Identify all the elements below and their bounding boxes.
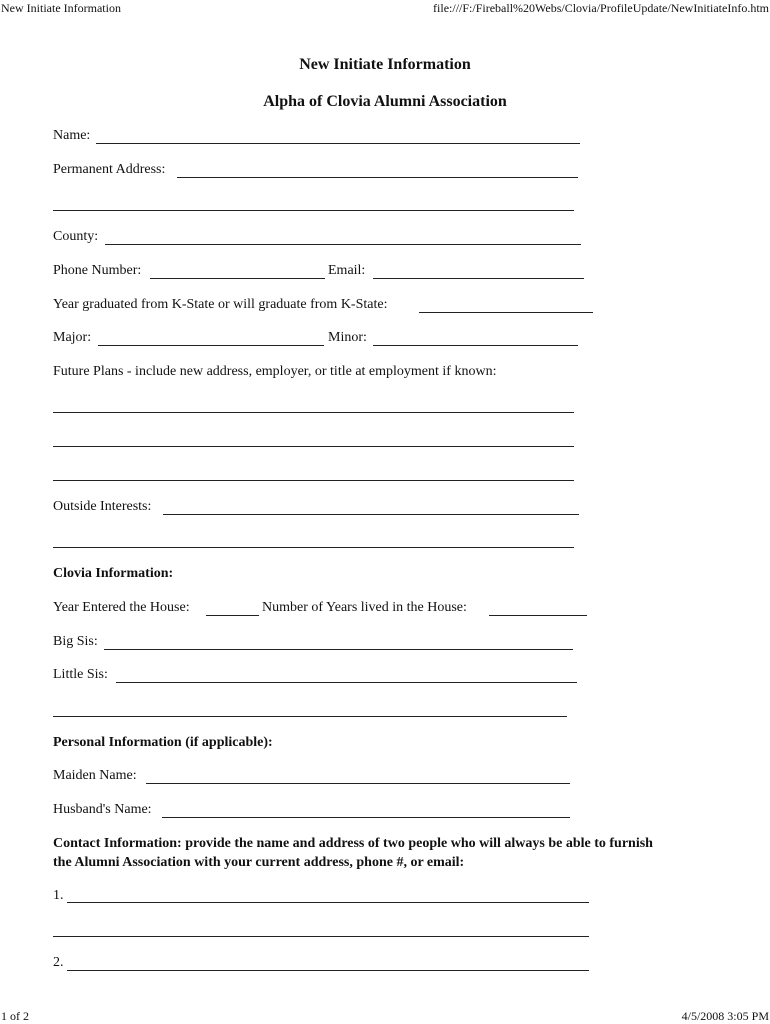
- outside-interests-input-line-2[interactable]: [53, 547, 574, 548]
- page-number: 1 of 2: [1, 1009, 29, 1023]
- phone-label: Phone Number:: [53, 263, 142, 278]
- year-graduated-label: Year graduated from K-State or will graduate from K-State:: [53, 297, 388, 312]
- little-sis-input-line-2[interactable]: [53, 716, 567, 717]
- future-plans-input-line-3[interactable]: [53, 480, 574, 481]
- minor-label: Minor:: [328, 330, 367, 345]
- permanent-address-label: Permanent Address:: [53, 162, 166, 177]
- year-entered-label: Year Entered the House:: [53, 600, 190, 615]
- year-entered-input-line[interactable]: [206, 615, 259, 616]
- years-lived-input-line[interactable]: [489, 615, 587, 616]
- email-label: Email:: [328, 263, 366, 278]
- page-title: New Initiate Information: [299, 56, 471, 73]
- contact-1-input-line-2[interactable]: [53, 936, 589, 937]
- outside-interests-label: Outside Interests:: [53, 499, 152, 514]
- contact-section-heading-line1: Contact Information: provide the name and address of two people who will always be able to furnish: [53, 836, 653, 851]
- county-input-line[interactable]: [105, 244, 581, 245]
- big-sis-label: Big Sis:: [53, 634, 98, 649]
- year-graduated-input-line[interactable]: [419, 312, 593, 313]
- maiden-name-input-line[interactable]: [146, 783, 570, 784]
- print-header-title: New Initiate Information: [1, 1, 121, 15]
- county-label: County:: [53, 229, 99, 244]
- personal-section-heading: Personal Information (if applicable):: [53, 735, 273, 750]
- print-header-url: file:///F:/Fireball%20Webs/Clovia/ProfileUpdate/NewInitiateInfo.htm: [433, 1, 769, 15]
- name-input-line[interactable]: [96, 143, 580, 144]
- future-plans-input-line-2[interactable]: [53, 446, 574, 447]
- husbands-name-input-line[interactable]: [162, 817, 570, 818]
- minor-input-line[interactable]: [373, 345, 578, 346]
- contact-1-label: 1.: [53, 888, 64, 903]
- little-sis-input-line[interactable]: [116, 682, 577, 683]
- name-label: Name:: [53, 128, 91, 143]
- future-plans-label: Future Plans - include new address, employer, or title at employment if known:: [53, 364, 497, 379]
- outside-interests-input-line[interactable]: [163, 514, 579, 515]
- phone-input-line[interactable]: [150, 278, 325, 279]
- husbands-name-label: Husband's Name:: [53, 802, 152, 817]
- maiden-name-label: Maiden Name:: [53, 768, 137, 783]
- permanent-address-input-line[interactable]: [177, 177, 578, 178]
- contact-1-input-line[interactable]: [67, 902, 589, 903]
- print-datetime: 4/5/2008 3:05 PM: [681, 1009, 769, 1023]
- little-sis-label: Little Sis:: [53, 667, 108, 682]
- years-lived-label: Number of Years lived in the House:: [262, 600, 467, 615]
- page-subtitle: Alpha of Clovia Alumni Association: [263, 93, 507, 110]
- contact-2-label: 2.: [53, 955, 64, 970]
- contact-section-heading-line2: the Alumni Association with your current address, phone #, or email:: [53, 855, 465, 870]
- major-label: Major:: [53, 330, 92, 345]
- contact-2-input-line[interactable]: [67, 970, 589, 971]
- future-plans-input-line-1[interactable]: [53, 412, 574, 413]
- email-input-line[interactable]: [373, 278, 584, 279]
- big-sis-input-line[interactable]: [104, 649, 573, 650]
- clovia-section-heading: Clovia Information:: [53, 566, 174, 581]
- permanent-address-input-line-2[interactable]: [53, 210, 574, 211]
- major-input-line[interactable]: [98, 345, 324, 346]
